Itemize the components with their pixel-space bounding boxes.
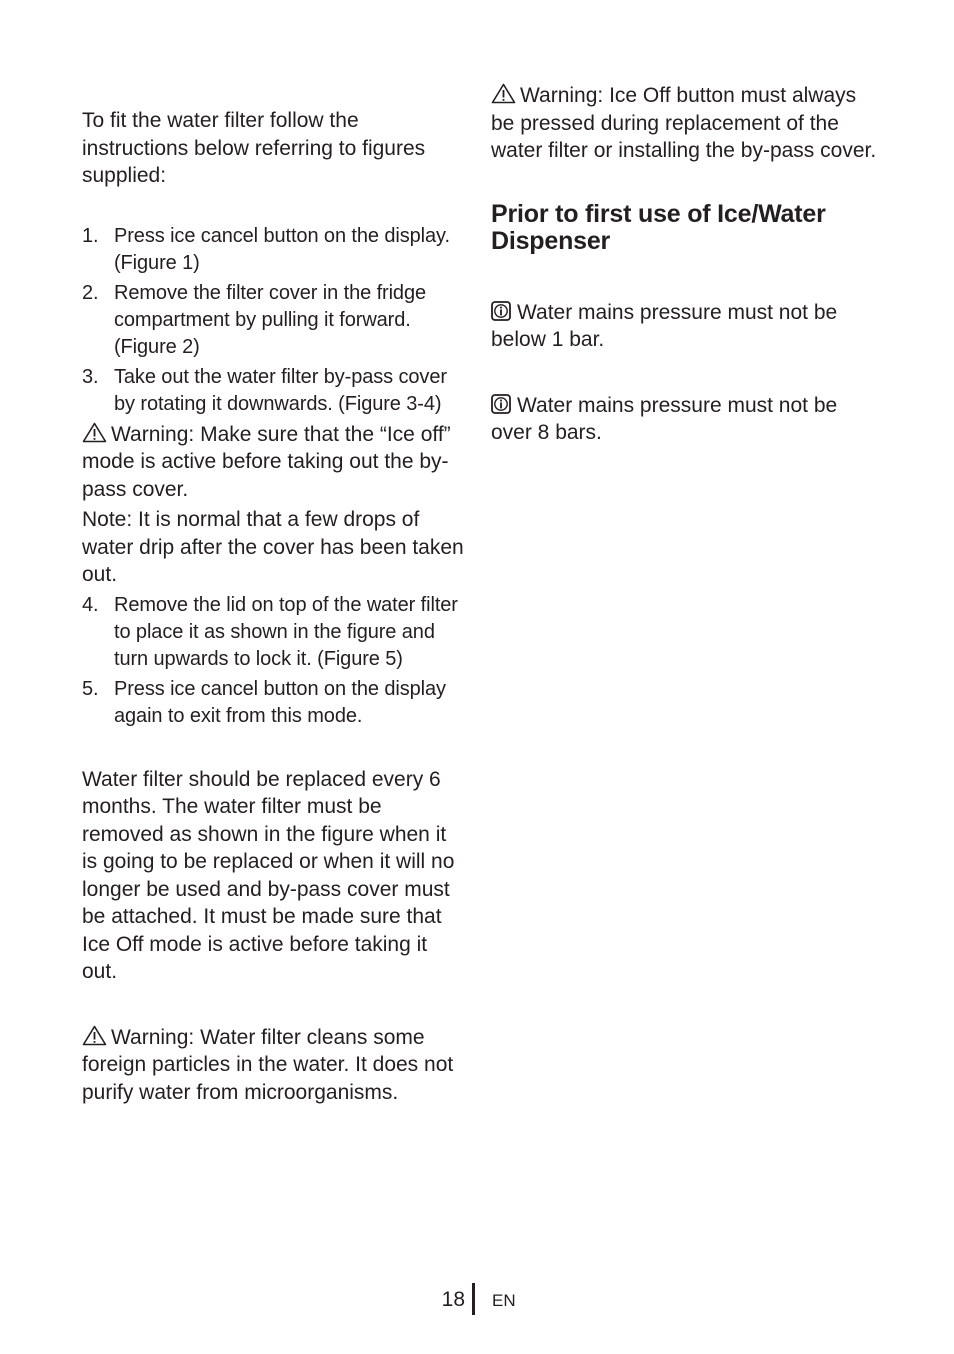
step-text: Remove the lid on top of the water filter to place it as shown in the figure and turn upwards to lock it. (Figure 5) <box>114 593 458 670</box>
info-icon <box>491 394 511 414</box>
intro-paragraph: To fit the water filter follow the instructions below referring to figures supplied: <box>82 109 426 187</box>
step-number: 1. <box>82 224 99 247</box>
list-item <box>82 592 466 673</box>
list-item <box>82 280 466 361</box>
warning-triangle-icon <box>82 1025 107 1046</box>
step-number: 5. <box>82 677 99 700</box>
step-number: 4. <box>82 593 99 616</box>
step-text: Remove the filter cover in the fridge compartment by pulling it forward. (Figure 2) <box>114 281 427 358</box>
steps-list-part-1 <box>82 223 466 418</box>
page-footer <box>0 1283 954 1317</box>
step-number: 2. <box>82 281 99 304</box>
footer-divider <box>472 1283 475 1315</box>
step-text: Press ice cancel button on the display again to exit from this mode. <box>114 677 446 727</box>
right-column <box>491 82 883 447</box>
step-number: 3. <box>82 365 99 388</box>
warning-filter-particles <box>82 1024 466 1107</box>
info-icon <box>491 301 511 321</box>
info-text: Water mains pressure must not be over 8 bars. <box>491 393 838 444</box>
section-title: Prior to first use of Ice/Water Dispenser <box>491 199 826 255</box>
info-max-pressure <box>491 392 883 447</box>
warning-ice-off-mode <box>82 421 466 504</box>
info-text: Water mains pressure must not be below 1 bar. <box>491 300 838 351</box>
replacement-paragraph: Water filter should be replaced every 6 months. The water filter must be removed as shown in the figure when it is going to be replaced or when it will no longer be used and by-pass cover must be attached. It must be made sure that Ice Off mode is active before taking it out. <box>82 767 455 983</box>
warning-text: Warning: Ice Off button must always be pressed during replacement of the water filter or installing the by-pass cover. <box>491 84 877 162</box>
note-paragraph: Note: It is normal that a few drops of water drip after the cover has been taken out. <box>82 508 464 586</box>
warning-triangle-icon <box>82 422 107 443</box>
info-min-pressure <box>491 299 883 354</box>
list-item <box>82 676 466 730</box>
warning-ice-off-button <box>491 82 883 165</box>
language-label: EN <box>492 1291 516 1310</box>
warning-text: Warning: Make sure that the “Ice off” mode is active before taking out the by-pass cover. <box>82 422 451 501</box>
step-text: Press ice cancel button on the display. (Figure 1) <box>114 224 450 274</box>
left-column <box>82 107 466 1106</box>
steps-list-part-2 <box>82 592 466 730</box>
warning-text: Warning: Water filter cleans some foreign particles in the water. It does not purify water from microorganisms. <box>82 1025 454 1104</box>
list-item <box>82 364 466 418</box>
page-number: 18 <box>441 1288 465 1311</box>
step-text: Take out the water filter by-pass cover by rotating it downwards. (Figure 3-4) <box>114 365 447 415</box>
warning-triangle-icon <box>491 83 516 104</box>
list-item <box>82 223 466 277</box>
